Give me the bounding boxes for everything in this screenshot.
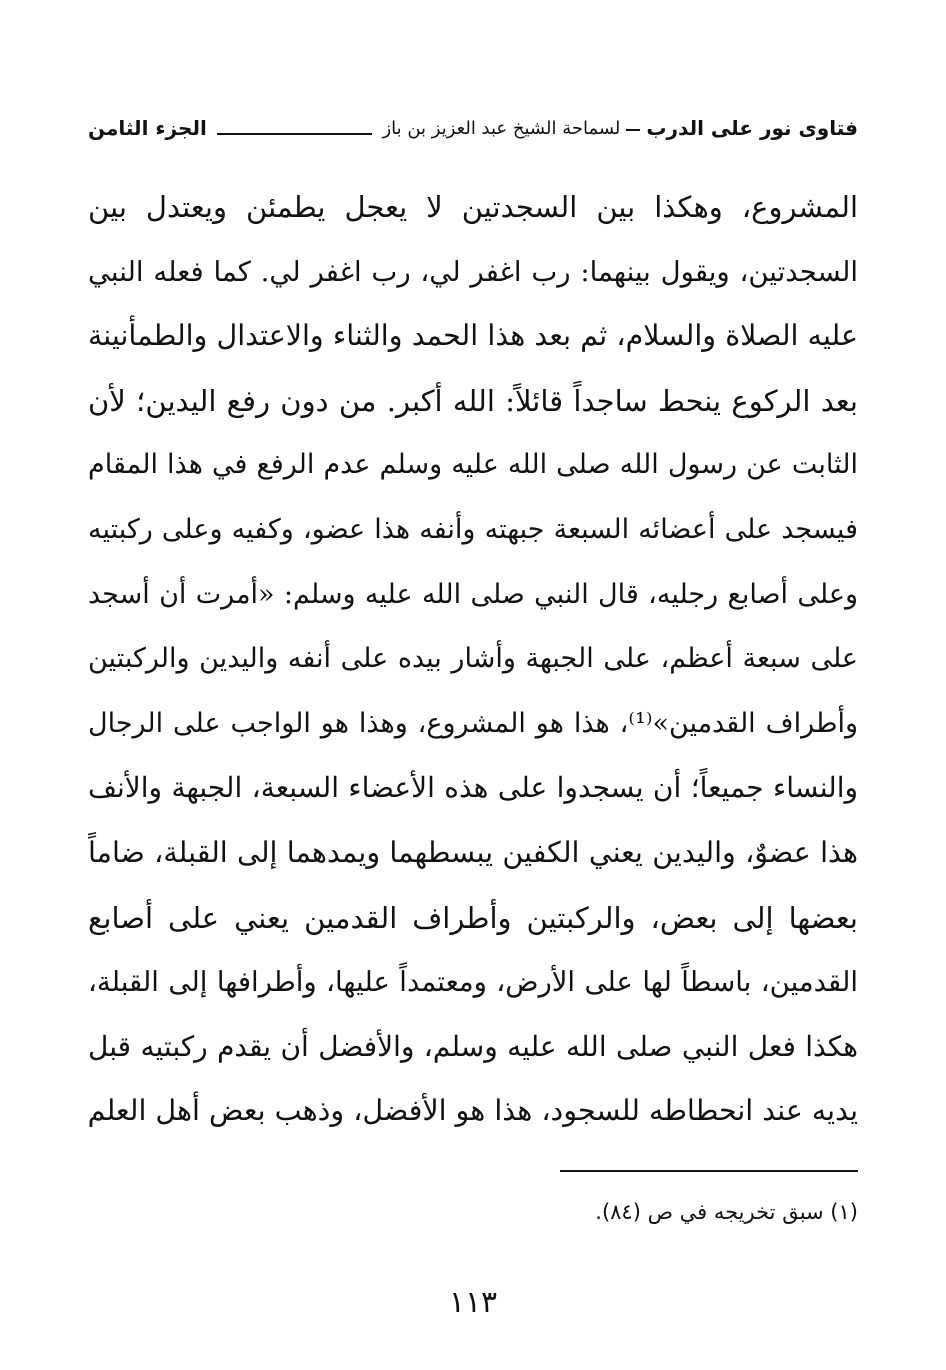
volume-label: الجزء الثامن — [88, 116, 207, 140]
text-line: عليه الصلاة والسلام، ثم بعد هذا الحمد والثناء والاعتدال والطمأنينة — [88, 319, 858, 353]
header-separator — [626, 129, 640, 131]
footnote-divider — [560, 1170, 858, 1172]
body-text — [88, 175, 858, 1144]
page-number: ١١٣ — [448, 1285, 498, 1320]
book-title: فتاوى نور على الدرب — [646, 116, 858, 140]
header-title-group — [382, 116, 858, 140]
text-line: بعد الركوع ينحط ساجداً قائلاً: الله أكبر. من دون رفع اليدين؛ لأن — [88, 383, 858, 418]
author-line: لسماحة الشيخ عبد العزيز بن باز — [382, 117, 621, 139]
text-line: السجدتين، ويقول بينهما: رب اغفر لي، رب اغفر لي. كما فعله النبي — [88, 255, 858, 288]
text-line: وعلى أصابع رجليه، قال النبي صلى الله عليه وسلم: «أمرت أن أسجد — [88, 578, 858, 610]
text-line: وأطراف القدمين»⁽¹⁾، هذا هو المشروع، وهذا هو الواجب على الرجال — [88, 707, 858, 739]
text-line: على سبعة أعظم، على الجبهة وأشار بيده على أنفه واليدين والركبتين — [88, 643, 858, 675]
text-line: الثابت عن رسول الله صلى الله عليه وسلم عدم الرفع في هذا المقام — [88, 449, 858, 481]
text-line: هذا عضوٌ، واليدين يعني الكفين يبسطهما ويمدهما إلى القبلة، ضاماً — [88, 835, 858, 869]
footnote: (١) سبق تخريجه في ص (٨٤). — [595, 1200, 858, 1224]
text-line: يديه عند انحطاطه للسجود، هذا هو الأفضل، وذهب بعض أهل العلم — [88, 1094, 858, 1128]
text-line: والنساء جميعاً؛ أن يسجدوا على هذه الأعضاء السبعة، الجبهة والأنف — [88, 771, 858, 805]
text-line: المشروع، وهكذا بين السجدتين لا يعجل يطمئن ويعتدل بين — [88, 190, 858, 224]
text-line: بعضها إلى بعض، والركبتين وأطراف القدمين يعني على أصابع — [88, 900, 858, 935]
header-rule — [217, 133, 373, 135]
text-line: هكذا فعل النبي صلى الله عليه وسلم، والأفضل أن يقدم ركبتيه قبل — [88, 1029, 858, 1063]
running-header — [88, 108, 858, 148]
text-line: فيسجد على أعضائه السبعة جبهته وأنفه هذا عضو، وكفيه وعلى ركبتيه — [88, 513, 858, 545]
text-line: القدمين، باسطاً لها على الأرض، ومعتمداً عليها، وأطرافها إلى القبلة، — [88, 966, 858, 999]
